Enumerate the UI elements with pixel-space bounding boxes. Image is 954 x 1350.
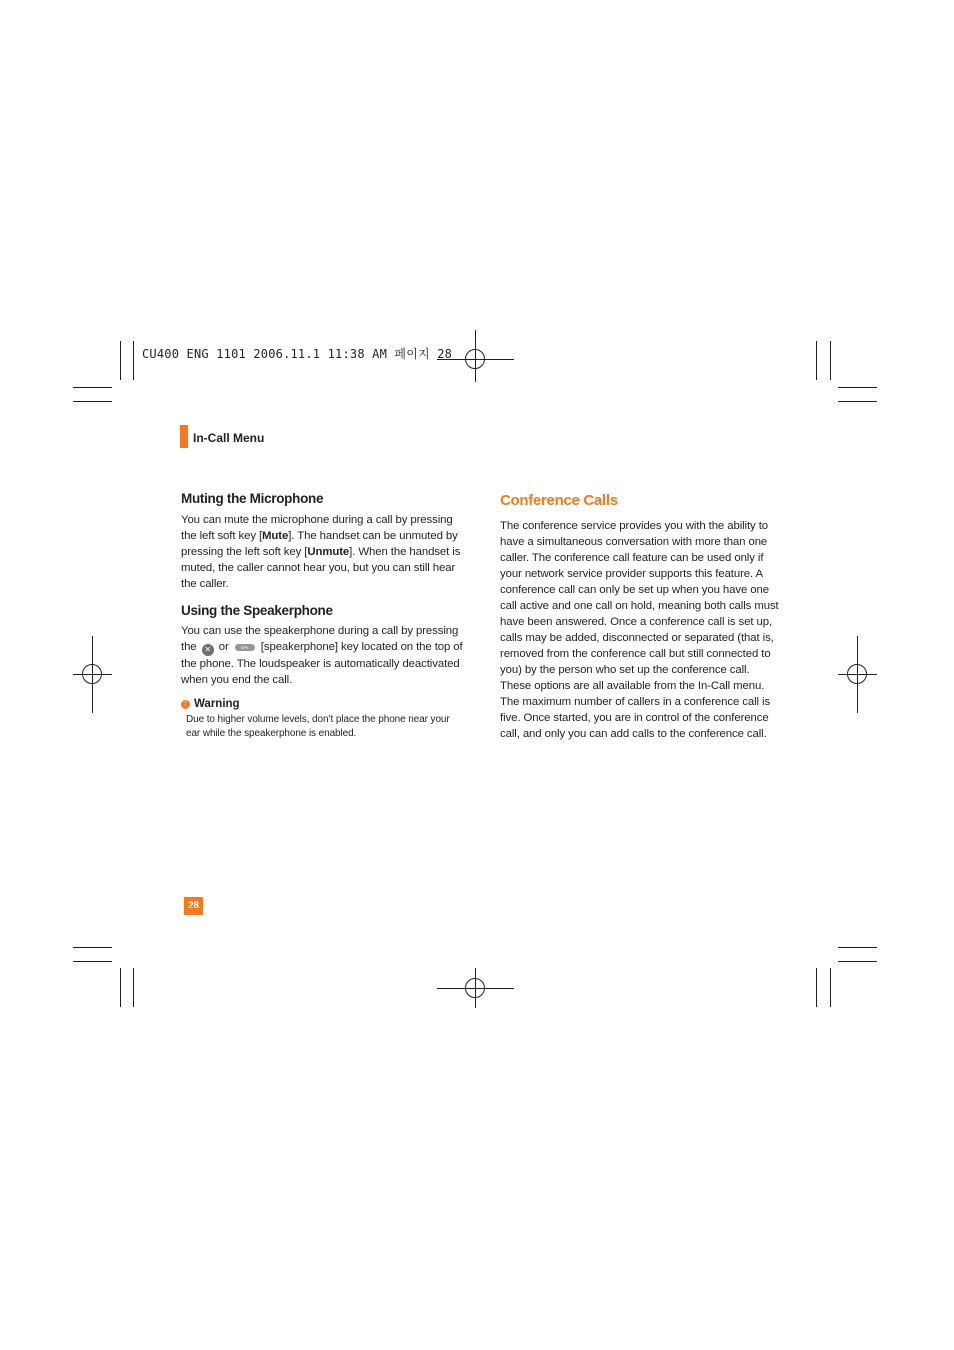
crop-mark: [830, 968, 831, 1007]
crop-mark: [133, 341, 134, 380]
text-run: or: [218, 641, 229, 653]
text-run: [speakerphone] key located on the top of the phone. The loudspeaker is automatically deactivated when you end the call.: [181, 641, 463, 686]
warning-icon: !: [181, 700, 190, 709]
crop-mark: [816, 341, 817, 380]
left-column: [181, 491, 466, 741]
text-run: ]. The handset can be unmuted by pressing the left soft key [: [181, 530, 458, 558]
crop-mark: [73, 947, 112, 948]
text-run: You can mute the microphone during a call by pressing the left soft key [: [181, 514, 453, 542]
right-column: [500, 492, 783, 742]
crop-mark: [838, 947, 877, 948]
crop-mark: [838, 387, 877, 388]
unmute-key-label: Unmute: [307, 546, 350, 558]
crop-mark: [830, 341, 831, 380]
text-run: ]. When the handset is muted, the caller cannot hear you, but you can still hear the caller.: [181, 546, 461, 590]
crop-mark: [838, 401, 877, 402]
registration-mark: [465, 978, 485, 998]
section-title: In-Call Menu: [193, 431, 265, 445]
registration-mark: [847, 664, 867, 684]
conference-paragraph: The conference service provides you with the ability to have a simultaneous conversation with more than one caller. The conference call feature can be used only if your network service provider supports this feature. A conference call can only be set up when you have one call active and one call on hold, meaning both calls must have been answered. Once a conference call is set up, calls may be added, disconnected or separated (that is, removed from the conference call but still connected to you) by the person who set up the conference call. These options are all available from the In-Call menu. The maximum number of callers in a conference call is five. Once started, you are in control of the conference call, and only you can add calls to the conference call.: [500, 520, 779, 740]
text-run: You can use the speakerphone during a call by pressing the: [181, 625, 459, 653]
crop-mark: [838, 961, 877, 962]
mute-key-label: Mute: [262, 530, 289, 542]
registration-mark: [82, 664, 102, 684]
section-accent-bar: [180, 425, 188, 448]
warning-title: [181, 698, 466, 710]
conference-heading: Conference Calls: [500, 492, 618, 509]
crop-mark: [133, 968, 134, 1007]
end-key-icon: ✕: [202, 644, 214, 656]
muting-paragraph: [181, 512, 466, 592]
crop-mark: [120, 968, 121, 1007]
crop-mark: [73, 387, 112, 388]
page-number: 28: [184, 897, 203, 915]
speakerphone-key-icon: SPK: [235, 644, 255, 651]
speakerphone-heading: Using the Speakerphone: [181, 603, 333, 618]
warning-title-text: Warning: [194, 698, 240, 710]
print-slug: CU400 ENG 1101 2006.11.1 11:38 AM 페이지 28: [142, 347, 453, 361]
registration-mark: [465, 349, 485, 369]
warning-text: Due to higher volume levels, don’t place the phone near your ear while the speakerphone is enabled.: [186, 714, 450, 739]
muting-heading: Muting the Microphone: [181, 491, 324, 506]
crop-mark: [120, 341, 121, 380]
speakerphone-paragraph: [181, 623, 466, 688]
crop-mark: [816, 968, 817, 1007]
crop-mark: [73, 961, 112, 962]
crop-mark: [73, 401, 112, 402]
